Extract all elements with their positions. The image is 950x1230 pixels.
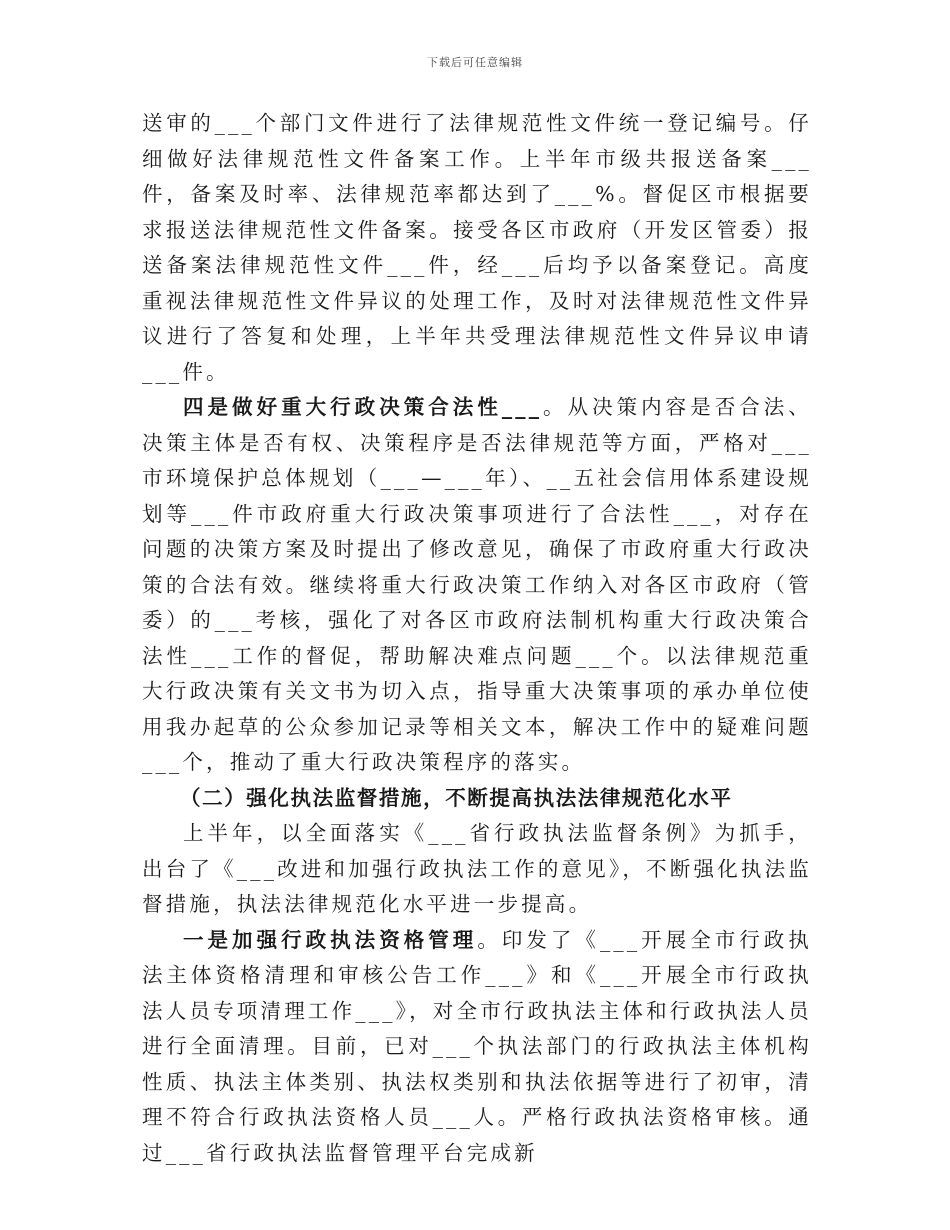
paragraph-major-decisions (142, 390, 812, 781)
page-header-note: 下载后可任意编辑 (427, 56, 523, 69)
paragraph-lead: 四是做好重大行政决策合法性___ (183, 395, 543, 419)
paragraph-text: 上半年，以全面落实《___省行政执法监督条例》为抓手，出台了《___改进和加强行政执法工作的意见》，不断强化执法监督措施，执法法律规范化水平进一步提高。 (142, 821, 812, 916)
paragraph-text: 。从决策内容是否合法、决策主体是否有权、决策程序是否法律规范等方面，严格对___市环境保护总体规划（___—___年）、__五社会信用体系建设规划等___件市政府重大行政决策事项进行了合法性___，对存在问题的决策方案及时提出了修改意见，确保了市政府重大行政决策的合法有效。继续将重大行政决策工作纳入对各区市政府（管委）的___考核，强化了对各区市政府法制机构重大行政决策合法性___工作的督促，帮助解决难点问题___个。以法律规范重大行政决策有关文书为切入点，指导重大决策事项的承办单位使用我办起草的公众参加记录等相关文本，解决工作中的疑难问题___个，推动了重大行政决策程序的落实。 (142, 395, 812, 774)
paragraph-lead: 一是加强行政执法资格管理 (183, 927, 478, 952)
paragraph-supervision-intro (142, 816, 812, 923)
document-body (142, 106, 812, 1171)
section-heading: （二）强化执法监督措施，不断提高执法法律规范化水平 (180, 785, 733, 810)
paragraph-filing (142, 106, 812, 390)
paragraph-text: 送审的___个部门文件进行了法律规范性文件统一登记编号。仔细做好法律规范性文件备案工作。上半年市级共报送备案___件，备案及时率、法律规范率都达到了___%。督促区市根据要求报送法律规范性文件备案。接受各区市政府（开发区管委）报送备案法律规范性文件___件，经___后均予以备案登记。高度重视法律规范性文件异议的处理工作，及时对法律规范性文件异议进行了答复和处理，上半年共受理法律规范性文件异议申请___件。 (142, 111, 812, 384)
paragraph-qualification-management (142, 923, 812, 1172)
paragraph-text: 。印发了《___开展全市行政执法主体资格清理和审核公告工作___》和《___开展全市行政执法人员专项清理工作___》，对全市行政执法主体和行政执法人员进行全面清理。目前，已对___个执法部门的行政执法主体机构性质、执法主体类别、执法权类别和执法依据等进行了初审，清理不符合行政执法资格人员___人。严格行政执法资格审核。通过___省行政执法监督管理平台完成新 (142, 927, 812, 1165)
